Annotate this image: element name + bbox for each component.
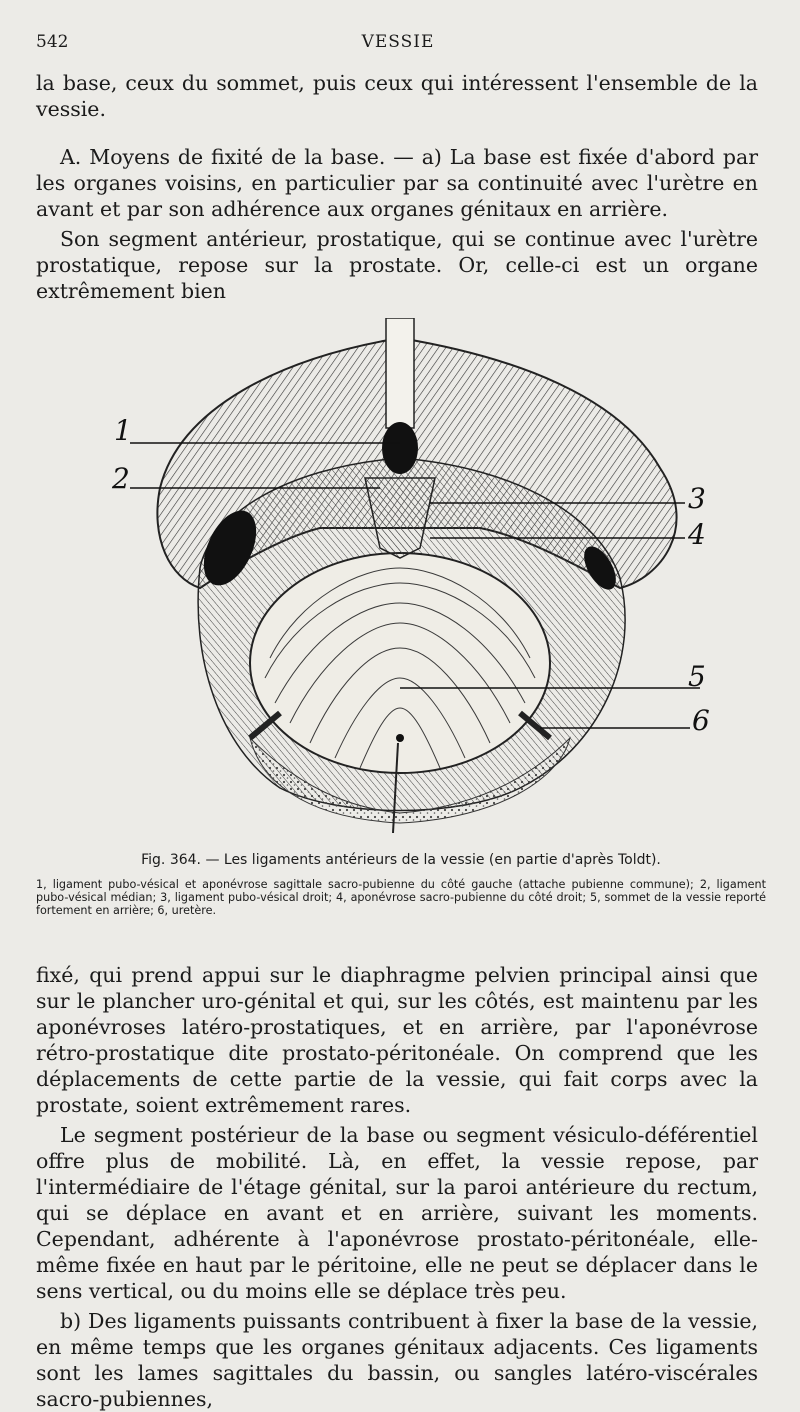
paragraph-2: A. Moyens de fixité de la base. — a) La base est fixée d'abord par les organes voisins, en particulier par sa continuité avec l'urètre en avant et par son adhérence aux organes génitaux en arrière. xyxy=(36,145,758,221)
top-text xyxy=(36,70,758,304)
bladder-apex xyxy=(396,734,404,742)
figure-label-5: 5 xyxy=(688,660,706,693)
paragraph-5: Le segment postérieur de la base ou segment vésiculo-déférentiel offre plus de mobilité. Là, en effet, la vessie repose, par l'intermédiaire de l'étage génital, sur la paroi antérieure du rectum, qui se déplace en avant et en arrière, suivant les moments. Cependant, adhérente à l'aponévrose prostato-péritonéale, elle-même fixée en haut par le péritoine, elle ne peut se déplacer dans le sens vertical, ou du moins elle se déplace très peu. xyxy=(36,1123,758,1303)
anatomical-figure xyxy=(100,318,740,848)
figure-label-2: 2 xyxy=(112,462,130,495)
bottom-text xyxy=(36,962,758,1412)
urethra xyxy=(386,318,414,428)
running-header xyxy=(36,32,760,56)
paragraph-1: la base, ceux du sommet, puis ceux qui intéressent l'ensemble de la vessie. xyxy=(36,71,758,121)
bladder-engraving xyxy=(100,318,740,848)
figure-label-3: 3 xyxy=(688,482,706,515)
figure-label-6: 6 xyxy=(692,704,710,737)
caption-legend: 1, ligament pubo-vésical et aponévrose sagittale sacro-pubienne du côté gauche (attache pubienne commune); 2, ligament pubo-vésical médian; 3, ligament pubo-vésical droit; 4, aponévrose sacro-pubienne du côté droit; 5, sommet de la vessie reporté fortement en arrière; 6, uretère. xyxy=(36,878,766,917)
urethra-opening xyxy=(382,422,418,474)
caption-title: Fig. 364. — Les ligaments antérieurs de la vessie (en partie d'après Toldt). xyxy=(141,852,661,868)
paragraph-3: Son segment antérieur, prostatique, qui se continue avec l'urètre prostatique, repose sur la prostate. Or, celle-ci est un organe extrêmement bien xyxy=(36,227,758,303)
paragraph-4: fixé, qui prend appui sur le diaphragme pelvien principal ainsi que sur le plancher uro-génital et qui, sur les côtés, est maintenu par les aponévroses latéro-prostatiques, et en arrière, par l'aponévrose rétro-prostatique dite prostato-péritonéale. On comprend que les déplacements de cette partie de la vessie, qui fait corps avec la prostate, soient extrêmement rares. xyxy=(36,963,758,1117)
figure-label-4: 4 xyxy=(688,518,706,551)
running-title: VESSIE xyxy=(361,32,435,52)
figure-caption xyxy=(36,852,766,917)
figure-label-1: 1 xyxy=(114,414,132,447)
page-number: 542 xyxy=(36,32,69,52)
paragraph-6: b) Des ligaments puissants contribuent à fixer la base de la vessie, en même temps que les organes génitaux adjacents. Ces ligaments sont les lames sagittales du bassin, ou sangles latéro-viscérales sacro-pubiennes, xyxy=(36,1309,758,1411)
